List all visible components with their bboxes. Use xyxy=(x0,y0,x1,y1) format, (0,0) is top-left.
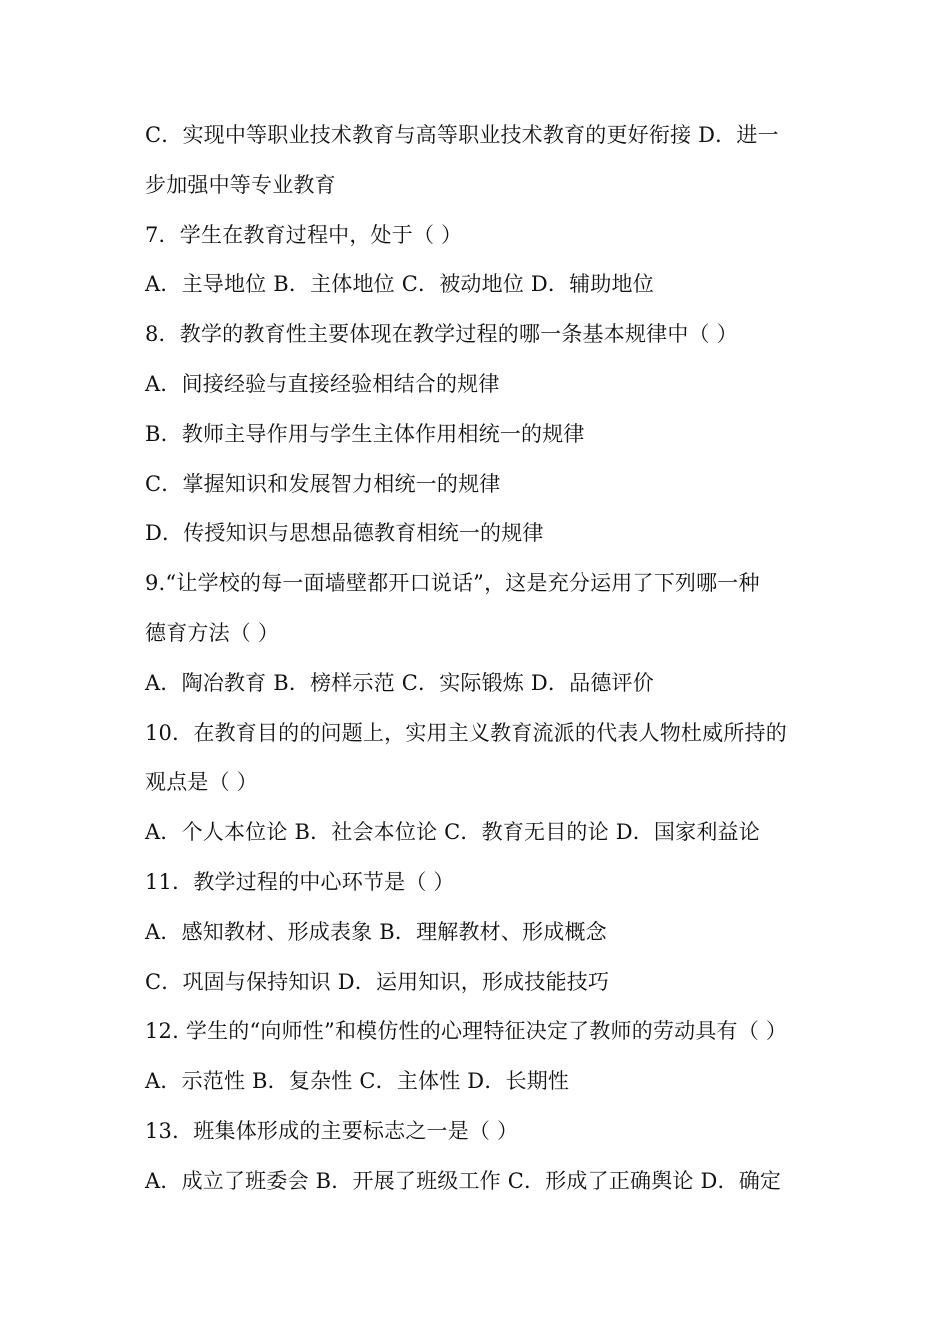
question-7: 7．学生在教育过程中，处于（ ） xyxy=(145,222,463,247)
document-body xyxy=(145,111,825,1207)
question-9-continued: 德育方法（ ） xyxy=(145,620,280,645)
question-11: 11．教学过程的中心环节是（ ） xyxy=(145,869,455,894)
question-8-option-a: A．间接经验与直接经验相结合的规律 xyxy=(145,371,500,396)
question-10: 10．在教育目的的问题上，实用主义教育流派的代表人物杜威所持的 xyxy=(145,720,787,745)
question-10-continued: 观点是（ ） xyxy=(145,770,258,795)
text-line-option-d-continued: 步加强中等专业教育 xyxy=(145,172,336,197)
text-line-option-c-continued: C．实现中等职业技术教育与高等职业技术教育的更好衔接 D．进一 xyxy=(145,123,779,147)
question-8: 8．教学的教育性主要体现在教学过程的哪一条基本规律中（ ） xyxy=(145,322,738,347)
question-12-options: A．示范性 B．复杂性 C．主体性 D．长期性 xyxy=(145,1069,570,1094)
question-13-options: A．成立了班委会 B．开展了班级工作 C．形成了正确舆论 D．确定 xyxy=(145,1168,782,1193)
question-10-options: A．个人本位论 B．社会本位论 C．教育无目的论 D．国家利益论 xyxy=(145,820,760,845)
question-8-option-d: D．传授知识与思想品德教育相统一的规律 xyxy=(145,521,544,546)
question-7-options: A．主导地位 B．主体地位 C．被动地位 D．辅助地位 xyxy=(145,272,654,297)
question-8-option-c: C．掌握知识和发展智力相统一的规律 xyxy=(145,471,501,496)
question-11-options-ab: A．感知教材、形成表象 B．理解教材、形成概念 xyxy=(145,919,607,944)
question-8-option-b: B．教师主导作用与学生主体作用相统一的规律 xyxy=(145,421,585,446)
question-11-options-cd: C．巩固与保持知识 D．运用知识，形成技能技巧 xyxy=(145,969,610,994)
question-9-options: A．陶冶教育 B．榜样示范 C．实际锻炼 D．品德评价 xyxy=(145,670,654,695)
question-12: 12. 学生的“向师性”和模仿性的心理特征决定了教师的劳动具有（ ） xyxy=(145,1019,788,1044)
question-13: 13．班集体形成的主要标志之一是（ ） xyxy=(145,1118,519,1143)
question-9: 9.“让学校的每一面墙壁都开口说话”，这是充分运用了下列哪一种 xyxy=(145,571,760,596)
